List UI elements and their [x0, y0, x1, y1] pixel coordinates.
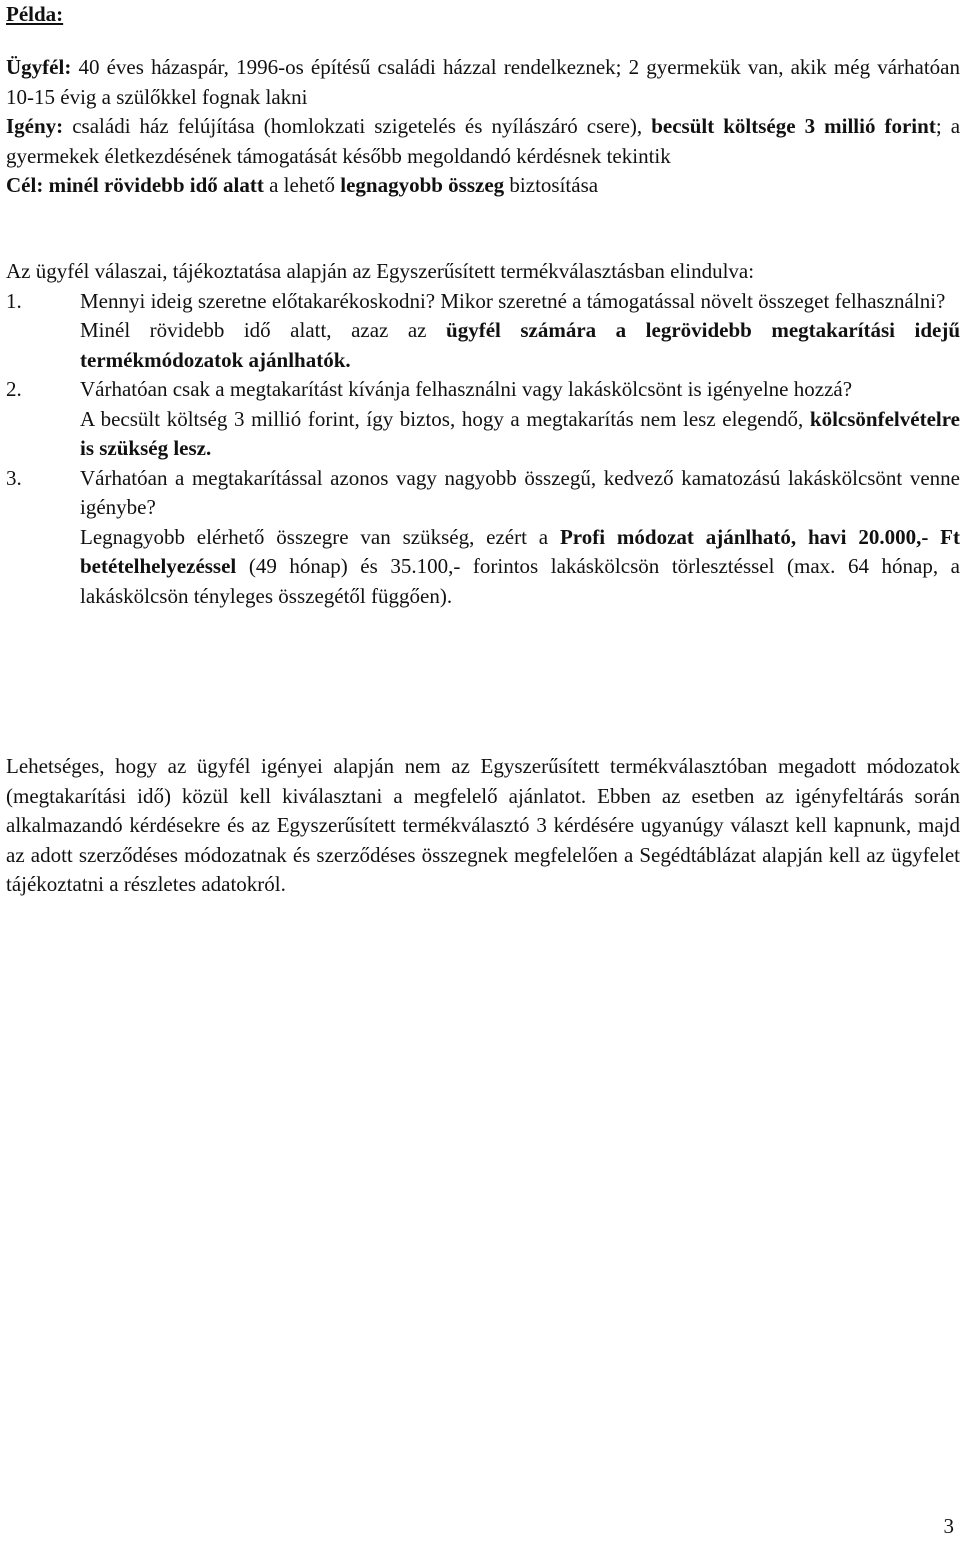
answer-bold: Profi módozat ajánlható, havi 20.000,- Ft betételhelyezéssel	[80, 524, 960, 578]
answer-bold: ügyfél számára a legrövidebb megtakarítási idejű termékmódozatok ajánlhatók.	[80, 318, 960, 372]
item-answer	[80, 316, 960, 375]
client-label: Ügyfél:	[6, 55, 72, 79]
goal-text-rest: biztosítása	[509, 173, 599, 197]
case-summary	[6, 53, 960, 201]
goal-time: minél rövidebb idő alatt	[48, 173, 264, 197]
need-label: Igény:	[6, 114, 64, 138]
goal-label: Cél:	[6, 173, 44, 197]
client-line	[6, 53, 960, 112]
need-line	[6, 112, 960, 171]
item-question: Mennyi ideig szeretne előtakarékoskodni? Mikor szeretné a támogatással növelt összeget felhasználni?	[80, 288, 946, 313]
item-answer	[80, 405, 960, 464]
item-question: Várhatóan csak a megtakarítást kívánja felhasználni vagy lakáskölcsönt is igényelne hozzá?	[80, 377, 853, 401]
goal-text: a lehető	[269, 173, 335, 197]
item-number: 2.	[6, 377, 22, 401]
item-number: 3.	[6, 465, 22, 490]
need-text-rest: ; a gyermekek életkezdésének támogatását később megoldandó kérdésnek tekintik	[6, 114, 960, 168]
answer-text: Legnagyobb elérhető összegre van szükség, ezért a	[80, 524, 549, 549]
goal-amount: legnagyobb összeg	[340, 173, 505, 197]
client-text: 40 éves házaspár, 1996-os építésű családi házzal rendelkeznek; 2 gyermekük van, akik még várhatóan 10-15 évig a szülőkkel fognak lakni	[6, 55, 960, 109]
list-item	[6, 287, 960, 376]
item-answer	[80, 523, 960, 612]
intro-text: Az ügyfél válaszai, tájékoztatása alapján az Egyszerűsített termékválasztásban elindulva:	[6, 259, 755, 283]
need-text: családi ház felújítása (homlokzati szigetelés és nyílászáró csere),	[72, 114, 643, 138]
page-title: Példa:	[6, 2, 64, 26]
need-cost: becsült költsége 3 millió forint	[651, 114, 936, 138]
page-number: 3	[943, 1514, 954, 1538]
selection-steps	[6, 257, 960, 611]
closing-paragraph	[6, 752, 960, 900]
closing-text: Lehetséges, hogy az ügyfél igényei alapján nem az Egyszerűsített termékválasztóban megadott módozatok (megtakarítási idő) közül kell kiválasztani a megfelelő ajánlatot. Ebben az esetben az igényfeltárás során alkalmazandó kérdésekre és az Egyszerűsített termékválasztó 3 kérdésére ugyanúgy választ kell kapnunk, majd az adott szerződéses módozatnak és szerződéses összegnek megfelelően a Segédtáblázat alapján kell az ügyfelet tájékoztatni a részletes adatokról.	[6, 754, 960, 896]
answer-text-rest: (49 hónap) és 35.100,- forintos lakáskölcsön törlesztéssel (max. 64 hónap, a lakáskölcsön tényleges összegétől függően).	[80, 554, 960, 608]
list-item	[6, 464, 960, 612]
answer-text: A becsült költség 3 millió forint, így biztos, hogy a megtakarítás nem lesz elegendő,	[80, 406, 804, 431]
answer-bold: kölcsönfelvételre is szükség lesz.	[80, 406, 960, 460]
list-item	[6, 375, 960, 464]
item-question: Várhatóan a megtakarítással azonos vagy nagyobb összegű, kedvező kamatozású lakáskölcsönt venne igénybe?	[80, 465, 960, 519]
goal-line	[6, 171, 960, 201]
item-number: 1.	[6, 288, 22, 313]
answer-text: Minél rövidebb idő alatt, azaz az	[80, 318, 427, 342]
